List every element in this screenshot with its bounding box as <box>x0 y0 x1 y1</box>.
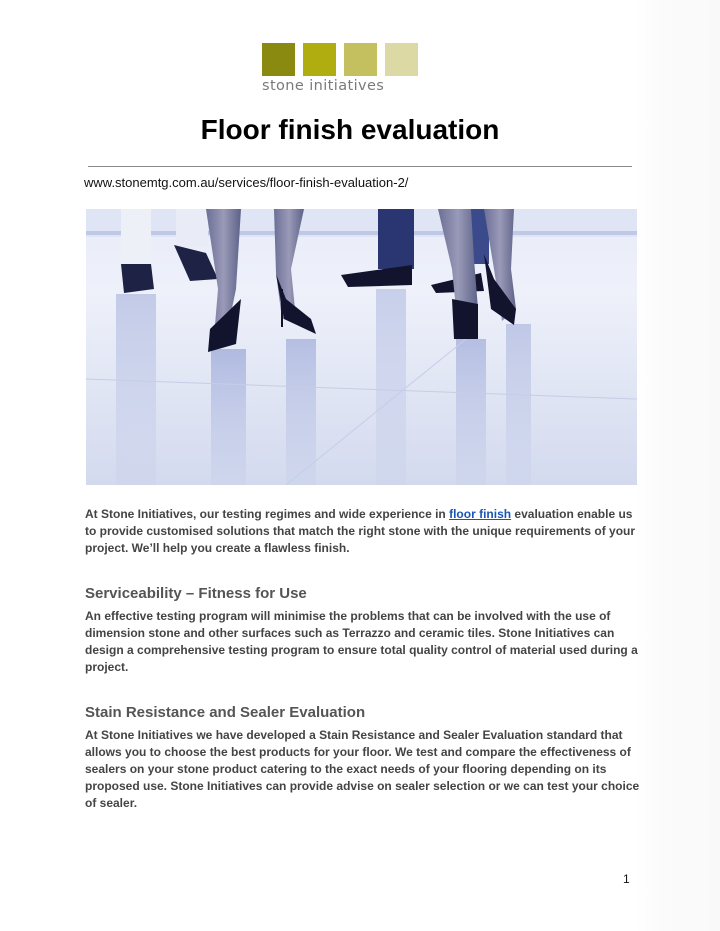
intro-paragraph <box>85 506 645 557</box>
intro-text-before-link: At Stone Initiatives, our testing regimes and wide experience in <box>85 507 450 521</box>
logo-wordmark: stone initiatives <box>262 78 385 94</box>
section-body-serviceability: An effective testing program will minimise the problems that can be involved with the use of dimension stone and other surfaces such as Terrazzo and ceramic tiles. Stone Initiatives can design a comprehensive testing program to ensure total quality control of material used during a project. <box>85 609 638 674</box>
intro-text-after-link: evaluation enable us to provide customised solutions that match the right stone with the unique requirements of your project. We’ll help you create a flawless finish. <box>85 507 636 555</box>
logo-square-2 <box>303 43 336 76</box>
page-number: 1 <box>623 872 630 886</box>
hero-image <box>86 209 637 485</box>
logo-squares <box>262 43 418 76</box>
section-heading-stain-resistance: Stain Resistance and Sealer Evaluation <box>85 704 366 721</box>
legs-on-floor-photo-icon <box>86 209 637 485</box>
source-url: www.stonemtg.com.au/services/floor-finish-evaluation-2/ <box>84 175 409 190</box>
floor-finish-link[interactable]: floor finish <box>449 507 512 521</box>
title-divider <box>88 166 632 167</box>
stone-initiatives-logo <box>262 43 418 94</box>
logo-square-3 <box>344 43 377 76</box>
logo-square-1 <box>262 43 295 76</box>
logo-square-4 <box>385 43 418 76</box>
section-heading-serviceability: Serviceability – Fitness for Use <box>85 585 307 602</box>
section-body-stain-resistance: At Stone Initiatives we have developed a Stain Resistance and Sealer Evaluation standard that allows you to choose the best products for your floor. We test and compare the effectiveness of sealers on your stone product catering to the exact needs of your flooring depending on its proposed use. Stone Initiatives can provide advise on sealer selection or we can test your choice of sealer. <box>85 728 640 810</box>
page-title: Floor finish evaluation <box>200 114 500 145</box>
